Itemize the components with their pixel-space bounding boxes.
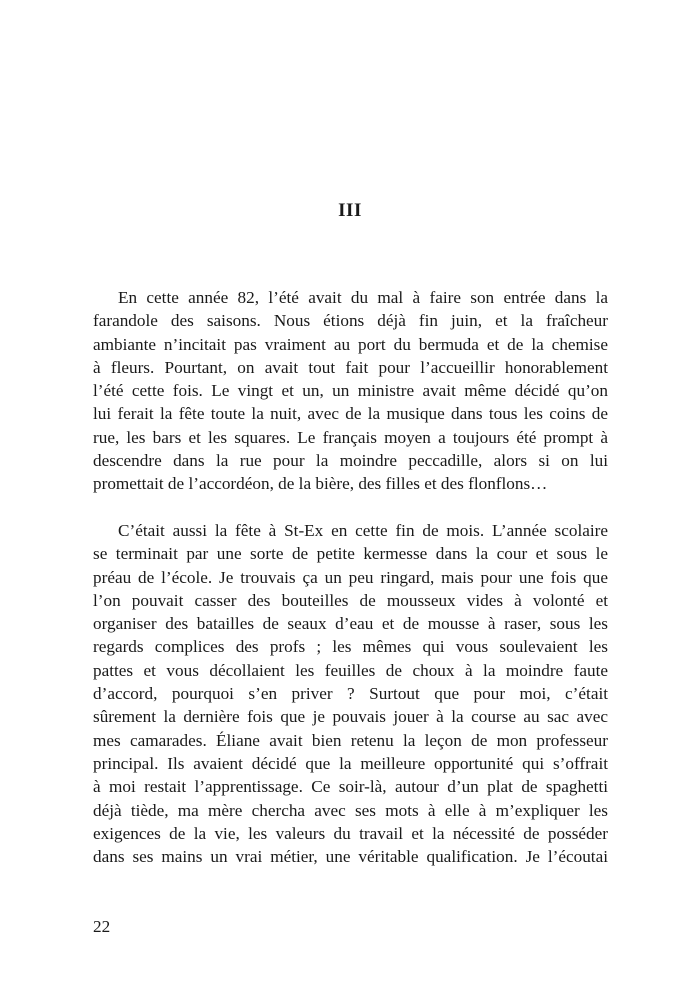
text-line: dans ses mains un vrai métier, une véritable qualification. Je l’écoutai — [93, 847, 608, 867]
text-line: ambiante n’incitait pas vraiment au port du bermuda et de la chemise — [93, 334, 608, 354]
text-line: à moi restait l’apprentissage. Ce soir-là, autour d’un plat de spaghetti — [93, 777, 608, 797]
text-line: se terminait par une sorte de petite kermesse dans la cour et sous le — [93, 544, 608, 564]
text-line: lui ferait la fête toute la nuit, avec de la musique dans tous les coins de — [93, 404, 608, 424]
text-line: l’on pouvait casser des bouteilles de mousseux vides à volonté et — [93, 590, 608, 610]
text-body — [93, 286, 608, 868]
text-line: à fleurs. Pourtant, on avait tout fait pour l’accueillir honorablement — [93, 357, 608, 377]
text-line: sûrement la dernière fois que je pouvais jouer à la course au sac avec — [93, 707, 608, 727]
text-line: mes camarades. Éliane avait bien retenu la leçon de mon professeur — [93, 730, 608, 750]
text-line: préau de l’école. Je trouvais ça un peu ringard, mais pour une fois que — [93, 567, 608, 587]
paragraph-1 — [93, 286, 608, 496]
chapter-title: III — [338, 200, 362, 221]
text-line: organiser des batailles de seaux d’eau et de mousse à raser, sous les — [93, 614, 608, 634]
text-line: pattes et vous décollaient les feuilles de choux à la moindre faute — [93, 660, 608, 680]
text-line: C’était aussi la fête à St-Ex en cette fin de mois. L’année scolaire — [118, 520, 608, 540]
text-line: déjà tiède, ma mère chercha avec ses mots à elle à m’expliquer les — [93, 800, 608, 820]
page-number: 22 — [93, 917, 111, 936]
text-line: descendre dans la rue pour la moindre peccadille, alors si on lui — [93, 451, 608, 471]
text-line: d’accord, pourquoi s’en priver ? Surtout que pour moi, c’était — [93, 684, 608, 704]
text-line: promettait de l’accordéon, de la bière, des filles et des flonflons… — [93, 474, 548, 494]
text-line: exigences de la vie, les valeurs du travail et la nécessité de posséder — [93, 823, 608, 843]
text-line: farandole des saisons. Nous étions déjà fin juin, et la fraîcheur — [93, 311, 608, 331]
text-line: rue, les bars et les squares. Le français moyen a toujours été prompt à — [93, 427, 608, 447]
text-line: principal. Ils avaient décidé que la meilleure opportunité qui s’offrait — [93, 753, 608, 773]
text-line: En cette année 82, l’été avait du mal à faire son entrée dans la — [118, 288, 608, 307]
paragraph-gap — [93, 496, 608, 519]
paragraph-2 — [93, 519, 608, 868]
text-line: regards complices des profs ; les mêmes qui vous soulevaient les — [93, 637, 608, 657]
text-line: l’été cette fois. Le vingt et un, un ministre avait même décidé qu’on — [93, 381, 608, 401]
